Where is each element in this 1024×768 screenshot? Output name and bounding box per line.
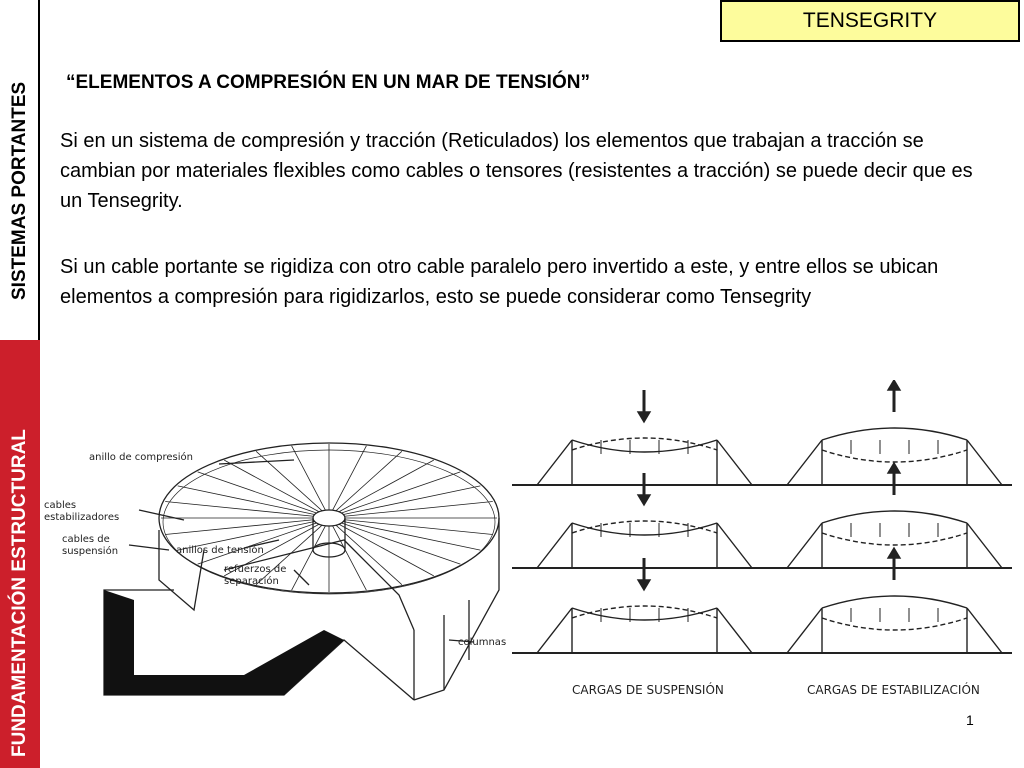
label-ring: anillo de compresión	[89, 452, 193, 463]
label-columns: columnas	[458, 637, 507, 648]
label-stabilizers-1: cables	[44, 500, 77, 511]
paragraph-1: Si en un sistema de compresión y tracción (Reticulados) los elementos que trabajan a tracción se cambian por materiales flexibles como cables o tensores (resistentes a tracción) se puede decir que es un Tensegrity.	[60, 130, 973, 212]
paragraph-2: Si un cable portante se rigidiza con otro cable paralelo pero invertido a este, y entre ellos se ubican elementos a compresión para rigidizarlos, esto se puede considerar como Tensegrity	[60, 256, 939, 308]
label-separators-1: refuerzos de	[224, 564, 287, 575]
label-suspension-2: suspensión	[62, 546, 119, 557]
label-stabilizers-2: estabilizadores	[44, 512, 120, 523]
sidebar-top-label: SISTEMAS PORTANTES	[9, 81, 30, 300]
sidebar-bottom	[0, 340, 40, 768]
page-number: 1	[966, 712, 974, 728]
slide-title: TENSEGRITY	[720, 0, 1020, 42]
label-suspension-1: cables de	[62, 534, 110, 545]
sidebar-bottom-label: FUNDAMENTACIÓN ESTRUCTURAL	[9, 429, 30, 757]
sidebar-top	[0, 0, 40, 340]
label-tension-rings: anillos de tensión	[176, 545, 264, 556]
cable-loads-diagram	[512, 380, 1012, 710]
caption-suspension-loads: CARGAS DE SUSPENSIÓN	[572, 683, 724, 697]
roof-structure-sketch	[44, 420, 514, 720]
heading: “ELEMENTOS A COMPRESIÓN EN UN MAR DE TENSIÓN”	[66, 72, 590, 93]
caption-stabilization-loads: CARGAS DE ESTABILIZACIÓN	[807, 683, 980, 697]
label-separators-2: separación	[224, 576, 279, 587]
